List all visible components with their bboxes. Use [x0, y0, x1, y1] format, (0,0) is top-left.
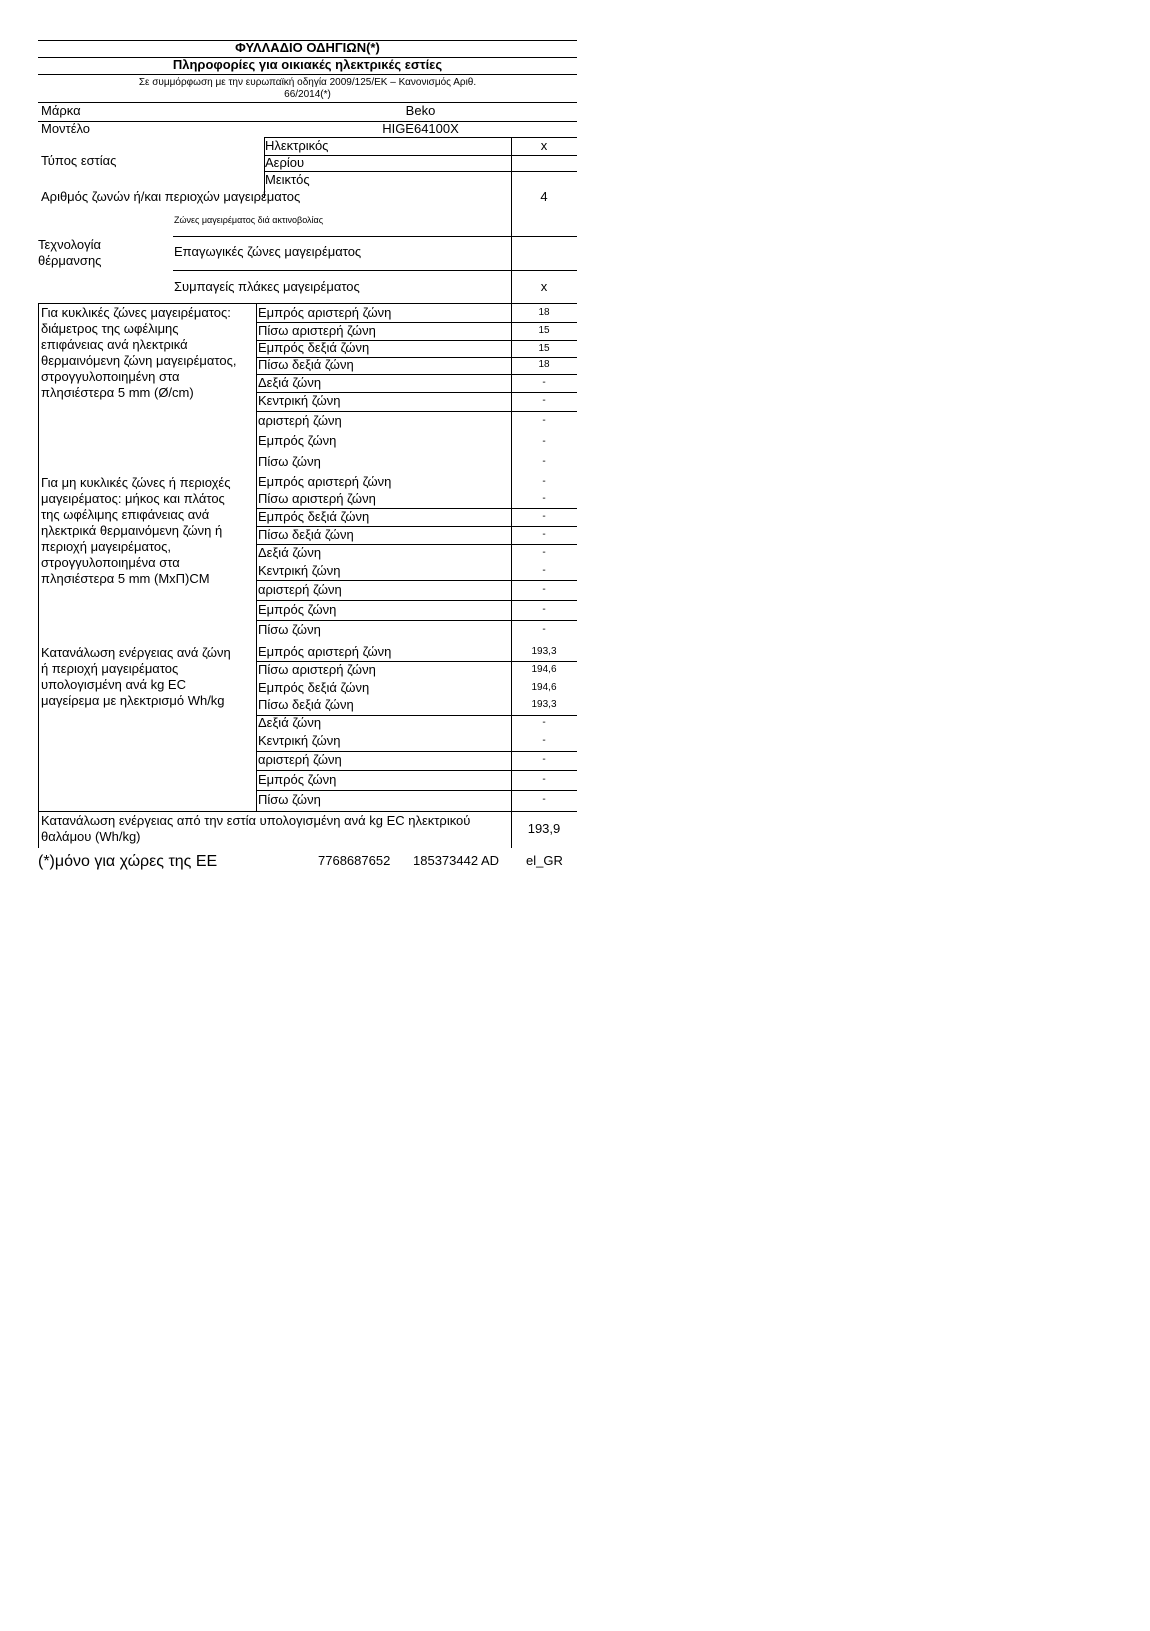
energy-zone-name: αριστερή ζώνη	[258, 752, 342, 767]
footer-code-2: 185373442 AD	[413, 853, 500, 868]
circular-zone-name: Δεξιά ζώνη	[258, 375, 322, 390]
energy-zone-label-3: υπολογισμένη ανά kg EC	[41, 677, 186, 692]
rule	[38, 303, 39, 848]
energy-zone-name: Εμπρός ζώνη	[258, 772, 337, 787]
heating-tech-label-1: Τεχνολογία	[38, 237, 102, 252]
hob-type-electric-label: Ηλεκτρικός	[265, 138, 329, 153]
circular-label-1: Για κυκλικές ζώνες μαγειρέματος:	[41, 305, 231, 320]
non-circular-zone-name: Πίσω δεξιά ζώνη	[258, 527, 354, 542]
rule	[264, 155, 577, 156]
model-label: Μοντέλο	[41, 121, 91, 136]
heating-solid-plate-label: Συμπαγείς πλάκες μαγειρέματος	[174, 279, 360, 294]
non-circular-zone-name: Πίσω ζώνη	[258, 622, 321, 637]
energy-hob-label-2: θαλάμου (Wh/kg)	[41, 829, 141, 844]
rule	[256, 790, 577, 791]
non-circular-zone-value: -	[542, 547, 546, 558]
sheet-subtitle: Πληροφορίες για οικιακές ηλεκτρικές εστίες	[172, 57, 443, 72]
rule	[38, 102, 577, 103]
circular-zone-name: Πίσω αριστερή ζώνη	[258, 323, 376, 338]
energy-zone-name: Πίσω ζώνη	[258, 792, 321, 807]
non-circular-zone-name: Εμπρός δεξιά ζώνη	[258, 509, 370, 524]
brand-value: Beko	[405, 103, 436, 118]
regulation-line-2: 66/2014(*)	[284, 89, 331, 100]
non-circular-label-1: Για μη κυκλικές ζώνες ή περιοχές	[41, 475, 231, 490]
rule	[256, 411, 577, 412]
rule	[173, 270, 577, 271]
heating-tech-label-2: θέρμανσης	[38, 253, 102, 268]
energy-zone-label-4: μαγείρεμα με ηλεκτρισμό Wh/kg	[41, 693, 225, 708]
heating-radiant-label: Ζώνες μαγειρέματος διά ακτινοβολίας	[174, 215, 324, 225]
energy-zone-label-2: ή περιοχή μαγειρέματος	[41, 661, 179, 676]
non-circular-zone-name: Εμπρός ζώνη	[258, 602, 337, 617]
rule	[256, 580, 577, 581]
circular-zone-value: 15	[538, 343, 550, 354]
non-circular-zone-value: -	[542, 493, 546, 504]
footer-note: (*)μόνο για χώρες της ΕΕ	[38, 853, 218, 870]
energy-zone-label-1: Κατανάλωση ενέργειας ανά ζώνη	[41, 645, 231, 660]
circular-zone-name: Εμπρός ζώνη	[258, 433, 337, 448]
brand-label: Μάρκα	[41, 103, 81, 118]
rule	[256, 303, 257, 811]
non-circular-zone-value: -	[542, 476, 546, 487]
energy-zone-value: 193,3	[531, 646, 557, 657]
circular-zone-value: -	[542, 377, 546, 388]
energy-zone-value: 194,6	[531, 682, 557, 693]
non-circular-zone-name: Δεξιά ζώνη	[258, 545, 322, 560]
circular-zone-name: Πίσω ζώνη	[258, 454, 321, 469]
non-circular-label-4: ηλεκτρικά θερμαινόμενη ζώνη ή	[41, 523, 223, 538]
non-circular-zone-value: -	[542, 565, 546, 576]
energy-zone-name: Κεντρική ζώνη	[258, 733, 341, 748]
non-circular-label-6: στρογγυλοποιημένα στα	[41, 555, 180, 570]
circular-label-6: πλησιέστερα 5 mm (Ø/cm)	[41, 385, 194, 400]
footer-locale: el_GR	[526, 853, 563, 868]
circular-zone-value: 15	[538, 325, 550, 336]
circular-label-4: θερμαινόμενη ζώνη μαγειρέματος,	[41, 353, 237, 368]
non-circular-zone-value: -	[542, 584, 546, 595]
circular-zone-value: -	[542, 415, 546, 426]
energy-zone-name: Πίσω αριστερή ζώνη	[258, 662, 376, 677]
rule	[256, 770, 577, 771]
non-circular-zone-value: -	[542, 624, 546, 635]
non-circular-zone-value: -	[542, 529, 546, 540]
rule	[38, 811, 577, 812]
heating-solid-plate-value: x	[540, 279, 548, 294]
energy-zone-value: -	[542, 735, 546, 746]
rule	[173, 236, 577, 237]
energy-zone-value: -	[542, 794, 546, 805]
non-circular-zone-value: -	[542, 511, 546, 522]
energy-zone-value: -	[542, 754, 546, 765]
regulation-line-1: Σε συμμόρφωση με την ευρωπαϊκή οδηγία 2009/125/ΕΚ – Κανονισμός Αριθ.	[138, 77, 477, 88]
rule	[256, 600, 577, 601]
circular-zone-value: -	[542, 456, 546, 467]
energy-zone-value: 193,3	[531, 699, 557, 710]
footer-code-1: 7768687652	[318, 853, 391, 868]
circular-zone-value: 18	[538, 359, 550, 370]
energy-hob-label-1: Κατανάλωση ενέργειας από την εστία υπολογισμένη ανά kg EC ηλεκτρικού	[41, 813, 471, 828]
rule	[256, 620, 577, 621]
energy-zone-name: Δεξιά ζώνη	[258, 715, 322, 730]
circular-zone-name: Εμπρός αριστερή ζώνη	[258, 305, 392, 320]
circular-zone-name: Πίσω δεξιά ζώνη	[258, 357, 354, 372]
non-circular-label-2: μαγειρέματος: μήκος και πλάτος	[41, 491, 225, 506]
circular-zone-value: 18	[538, 307, 550, 318]
energy-hob-value: 193,9	[527, 821, 561, 836]
energy-zone-name: Εμπρός δεξιά ζώνη	[258, 680, 370, 695]
non-circular-label-3: της ωφέλιμης επιφάνειας ανά	[41, 507, 210, 522]
heating-induction-label: Επαγωγικές ζώνες μαγειρέματος	[174, 244, 362, 259]
circular-zone-name: Εμπρός δεξιά ζώνη	[258, 340, 370, 355]
rule	[264, 171, 577, 172]
model-value: HIGE64100X	[382, 121, 459, 136]
rule	[38, 303, 577, 304]
sheet-title: ΦΥΛΛΑΔΙΟ ΟΔΗΓΙΩΝ(*)	[235, 40, 380, 55]
circular-zone-name: Κεντρική ζώνη	[258, 393, 341, 408]
energy-zone-name: Πίσω δεξιά ζώνη	[258, 697, 354, 712]
circular-zone-value: -	[542, 436, 546, 447]
zones-count-label: Αριθμός ζωνών ή/και περιοχών μαγειρέματος	[41, 189, 301, 204]
non-circular-zone-name: αριστερή ζώνη	[258, 582, 342, 597]
zones-count-value: 4	[540, 189, 548, 204]
circular-label-5: στρογγυλοποιημένη στα	[41, 369, 180, 384]
circular-label-2: διάμετρος της ωφέλιμης	[41, 321, 179, 336]
energy-zone-value: -	[542, 717, 546, 728]
non-circular-label-5: περιοχή μαγειρέματος,	[41, 539, 172, 554]
rule	[38, 74, 577, 75]
hob-type-label: Τύπος εστίας	[41, 153, 117, 168]
hob-type-gas-label: Αερίου	[265, 155, 305, 170]
hob-type-electric-value: x	[540, 138, 548, 153]
non-circular-label-7: πλησιέστερα 5 mm (ΜxΠ)CM	[41, 571, 210, 586]
non-circular-zone-name: Κεντρική ζώνη	[258, 563, 341, 578]
non-circular-zone-value: -	[542, 604, 546, 615]
energy-zone-name: Εμπρός αριστερή ζώνη	[258, 644, 392, 659]
hob-type-mixed-label: Μεικτός	[265, 172, 310, 187]
circular-zone-value: -	[542, 395, 546, 406]
non-circular-zone-name: Εμπρός αριστερή ζώνη	[258, 474, 392, 489]
energy-zone-value: -	[542, 774, 546, 785]
non-circular-zone-name: Πίσω αριστερή ζώνη	[258, 491, 376, 506]
circular-label-3: επιφάνειας ανά ηλεκτρικά	[41, 337, 188, 352]
energy-zone-value: 194,6	[531, 664, 557, 675]
circular-zone-name: αριστερή ζώνη	[258, 413, 342, 428]
